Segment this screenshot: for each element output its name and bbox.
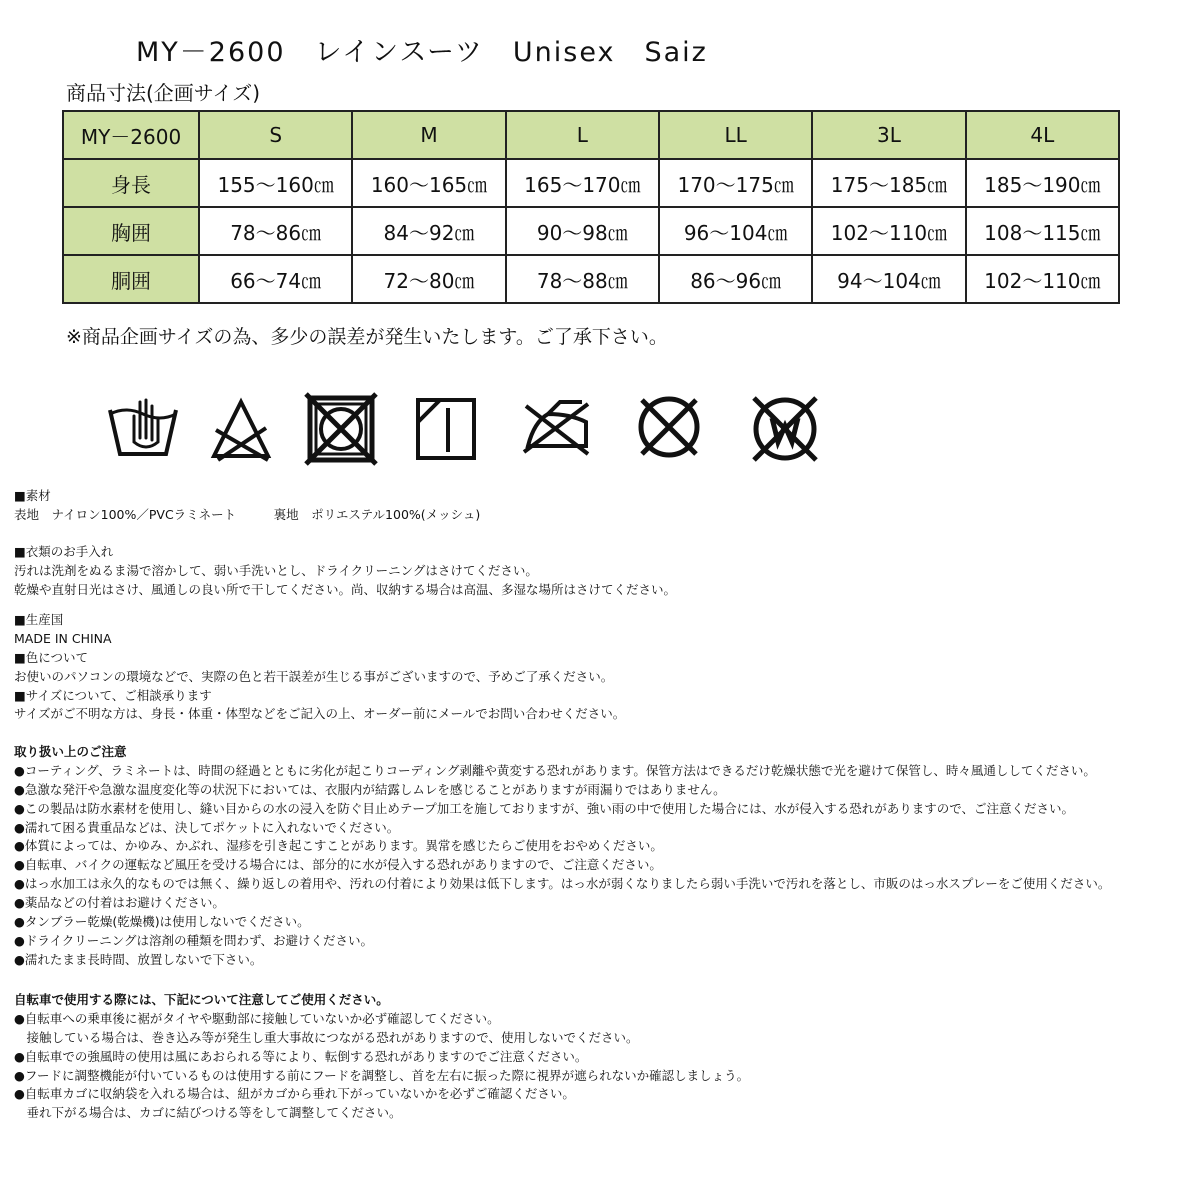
table-cell: 72～80㎝ xyxy=(352,255,505,303)
table-cell: 78～86㎝ xyxy=(199,207,352,255)
header-size-3l: 3L xyxy=(812,111,965,159)
list-item: ●急激な発汗や急激な温度変化等の状況下においては、衣服内が結露しムレを感じることがありますが雨漏りではありません。 xyxy=(14,781,726,797)
list-item: ●この製品は防水素材を使用し、縫い目からの水の浸入を防ぐ目止めテープ加工を施しておりますが、強い雨の中で使用した場合には、水が侵入する恐れがありますので、ご注意ください。 xyxy=(14,800,1075,816)
section-heading: ■色について xyxy=(14,649,89,665)
table-cell: 185～190㎝ xyxy=(966,159,1119,207)
table-cell: 66～74㎝ xyxy=(199,255,352,303)
table-cell: 155～160㎝ xyxy=(199,159,352,207)
list-item: ●自転車カゴに収納袋を入れる場合は、紐がカゴから垂れ下がっていないかを必ずご確認ください。 xyxy=(14,1086,575,1102)
list-item: ●薬品などの付着はお避けください。 xyxy=(14,895,225,911)
size-table-caption: 商品寸法(企画サイズ) xyxy=(66,81,261,105)
handling-section xyxy=(14,743,1110,970)
size-table-header-row xyxy=(63,111,1119,159)
header-size-s: S xyxy=(199,111,352,159)
section-line: サイズがご不明な方は、身長・体重・体型などをご記入の上、オーダー前にメールでお問い合わせください。 xyxy=(14,706,626,722)
list-item: ●はっ水加工は永久的なものでは無く、繰り返しの着用や、汚れの付着により効果は低下します。はっ水が弱くなりましたら弱い手洗いで汚れを落とし、市販のはっ水スプレーをご使用ください。 xyxy=(14,876,1111,892)
no-wet-clean-icon xyxy=(748,392,822,466)
section-heading: ■衣類のお手入れ xyxy=(14,544,114,559)
table-cell: 175～185㎝ xyxy=(812,159,965,207)
list-item: ●体質によっては、かゆみ、かぶれ、湿疹を引き起こすことがあります。異常を感じたらご使用をおやめください。 xyxy=(14,838,663,854)
header-model-cell: MY－2600 xyxy=(63,111,199,159)
header-size-ll: LL xyxy=(659,111,812,159)
row-label-waist: 胴囲 xyxy=(63,255,199,303)
table-cell: 84～92㎝ xyxy=(352,207,505,255)
list-item: ●自転車への乗車後に裾がタイヤや駆動部に接触していないか必ず確認してください。 xyxy=(14,1010,500,1026)
table-cell: 108～115㎝ xyxy=(966,207,1119,255)
care-section xyxy=(14,543,676,600)
list-item: ●濡れて困る貴重品などは、決してポケットに入れないでください。 xyxy=(14,819,400,835)
section-line: 汚れは洗剤をぬるま湯で溶かして、弱い手洗いとし、ドライクリーニングはさけてください。 xyxy=(14,562,538,578)
table-cell: 170～175㎝ xyxy=(659,159,812,207)
section-line: 乾燥や直射日光はさけ、風通しの良い所で干してください。尚、収納する場合は高温、多湿な場所はさけてください。 xyxy=(14,581,677,597)
table-cell: 102～110㎝ xyxy=(812,207,965,255)
section-heading: ■生産国 xyxy=(14,612,64,627)
page-title: MY－2600 レインスーツ Unisex Saiz xyxy=(136,37,708,68)
section-line: お使いのパソコンの環境などで、実際の色と若干誤差が生じる事がございますので、予めご了承ください。 xyxy=(14,668,614,684)
size-note: ※商品企画サイズの為、多少の誤差が発生いたします。ご了承下さい。 xyxy=(66,326,668,348)
list-item: ●自転車での強風時の使用は風にあおられる等により、転倒する恐れがありますのでご注意ください。 xyxy=(14,1048,588,1064)
list-item: ●自転車、バイクの運転など風圧を受ける場合には、部分的に水が侵入する恐れがありますので、ご注意ください。 xyxy=(14,857,662,873)
table-cell: 165～170㎝ xyxy=(506,159,659,207)
list-item: ●コーティング、ラミネートは、時間の経過とともに劣化が起こりコーディング剥離や黄変する恐れがあります。保管方法はできるだけ乾燥状態で光を避けて保管し、時々風通ししてください。 xyxy=(14,762,1096,778)
no-bleach-icon xyxy=(210,392,272,462)
no-dry-clean-icon xyxy=(634,392,704,462)
section-heading: 取り扱い上のご注意 xyxy=(14,744,127,759)
bicycle-section xyxy=(14,991,749,1123)
table-cell: 94～104㎝ xyxy=(812,255,965,303)
table-row-height xyxy=(63,159,1119,207)
list-item: 垂れ下がる場合は、カゴに結びつける等をして調整してください。 xyxy=(14,1105,402,1121)
row-label-height: 身長 xyxy=(63,159,199,207)
table-cell: 102～110㎝ xyxy=(966,255,1119,303)
list-item: ●フードに調整機能が付いているものは使用する前にフードを調整し、首を左右に振った際に視界が遮られないか確認しましょう。 xyxy=(14,1067,750,1083)
row-label-chest: 胸囲 xyxy=(63,207,199,255)
section-heading: ■サイズについて、ご相談承ります xyxy=(14,687,212,703)
list-item: ●タンブラー乾燥(乾燥機)は使用しないでください。 xyxy=(14,914,310,930)
table-cell: 90～98㎝ xyxy=(506,207,659,255)
table-cell: 96～104㎝ xyxy=(659,207,812,255)
header-size-l: L xyxy=(506,111,659,159)
list-item: 接触している場合は、巻き込み等が発生し重大事故につながる恐れがありますので、使用しないでください。 xyxy=(14,1029,639,1045)
section-heading: 自転車で使用する際には、下記について注意してご使用ください。 xyxy=(14,992,389,1007)
table-row-chest xyxy=(63,207,1119,255)
table-row-waist xyxy=(63,255,1119,303)
section-line: 表地 ナイロン100%／PVCラミネート 裏地 ポリエステル100%(メッシュ) xyxy=(14,506,481,522)
header-size-4l: 4L xyxy=(966,111,1119,159)
header-size-m: M xyxy=(352,111,505,159)
care-label-icons xyxy=(100,392,840,468)
no-iron-icon xyxy=(520,392,592,458)
material-section xyxy=(14,487,480,525)
list-item: ●濡れたまま長時間、放置しないで下さい。 xyxy=(14,951,263,967)
list-item: ●ドライクリーニングは溶剤の種類を問わず、お避けください。 xyxy=(14,932,374,948)
section-line: MADE IN CHINA xyxy=(14,630,112,646)
table-cell: 86～96㎝ xyxy=(659,255,812,303)
section-heading: ■素材 xyxy=(14,488,51,503)
size-table xyxy=(62,110,1120,304)
origin-color-size-section xyxy=(14,611,625,724)
table-cell: 78～88㎝ xyxy=(506,255,659,303)
hand-wash-icon xyxy=(106,392,180,462)
no-tumble-dry-icon xyxy=(304,392,378,466)
line-dry-shade-icon xyxy=(414,392,478,462)
table-cell: 160～165㎝ xyxy=(352,159,505,207)
